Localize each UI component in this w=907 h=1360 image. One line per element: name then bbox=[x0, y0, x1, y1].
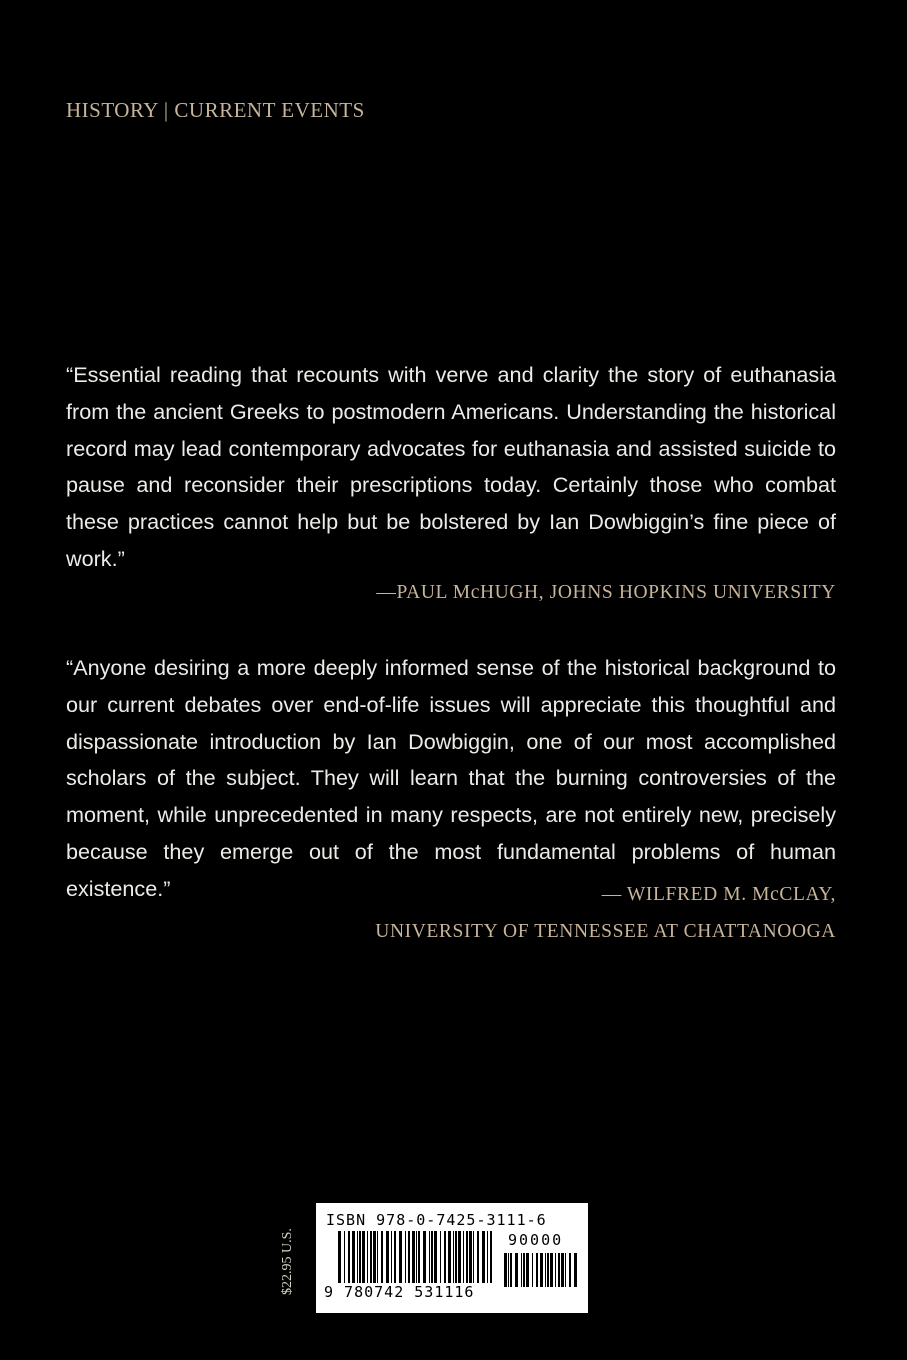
endorsement-quote-1: “Essential reading that recounts with verve and clarity the story of euthanasia from the ancient Greeks to postmodern Americans. Understanding the historical record may lead contemporary advocates for euthanasia and assisted suicide to pause and reconsider their prescriptions today. Certainly those who combat these practices cannot help but be bolstered by Ian Dowbiggin’s fine piece of work.” bbox=[66, 362, 836, 571]
isbn-barcode bbox=[316, 1203, 588, 1313]
endorsement-attribution-2 bbox=[375, 877, 836, 951]
addon-barcode-bars bbox=[504, 1253, 580, 1287]
attribution-affiliation: UNIVERSITY OF TENNESSEE AT CHATTANOOGA bbox=[375, 920, 836, 942]
isbn-label: ISBN 978-0-7425-3111-6 bbox=[326, 1211, 547, 1229]
category-label: HISTORY | CURRENT EVENTS bbox=[66, 98, 365, 122]
endorsement-quote-2: “Anyone desiring a more deeply informed sense of the historical background to our current debates over end-of-life issues will appreciate this thoughtful and dispassionate introduction by Ian Dowbiggin, one of our most accomplished scholars of the subject. They will learn that the burning controversies of the moment, while unprecedented in many respects, are not entirely new, precisely because they emerge out of the most fundamental problems of human existence.” bbox=[66, 655, 836, 901]
ean-number: 9 780742 531116 bbox=[324, 1283, 475, 1301]
endorsement-attribution-1: —PAUL McHUGH, JOHNS HOPKINS UNIVERSITY bbox=[376, 582, 836, 603]
addon-number: 90000 bbox=[508, 1231, 564, 1249]
ean-barcode-bars bbox=[338, 1231, 493, 1283]
attribution-name: — WILFRED M. McCLAY, bbox=[601, 884, 836, 905]
price-label: $22.95 U.S. bbox=[280, 1228, 295, 1295]
